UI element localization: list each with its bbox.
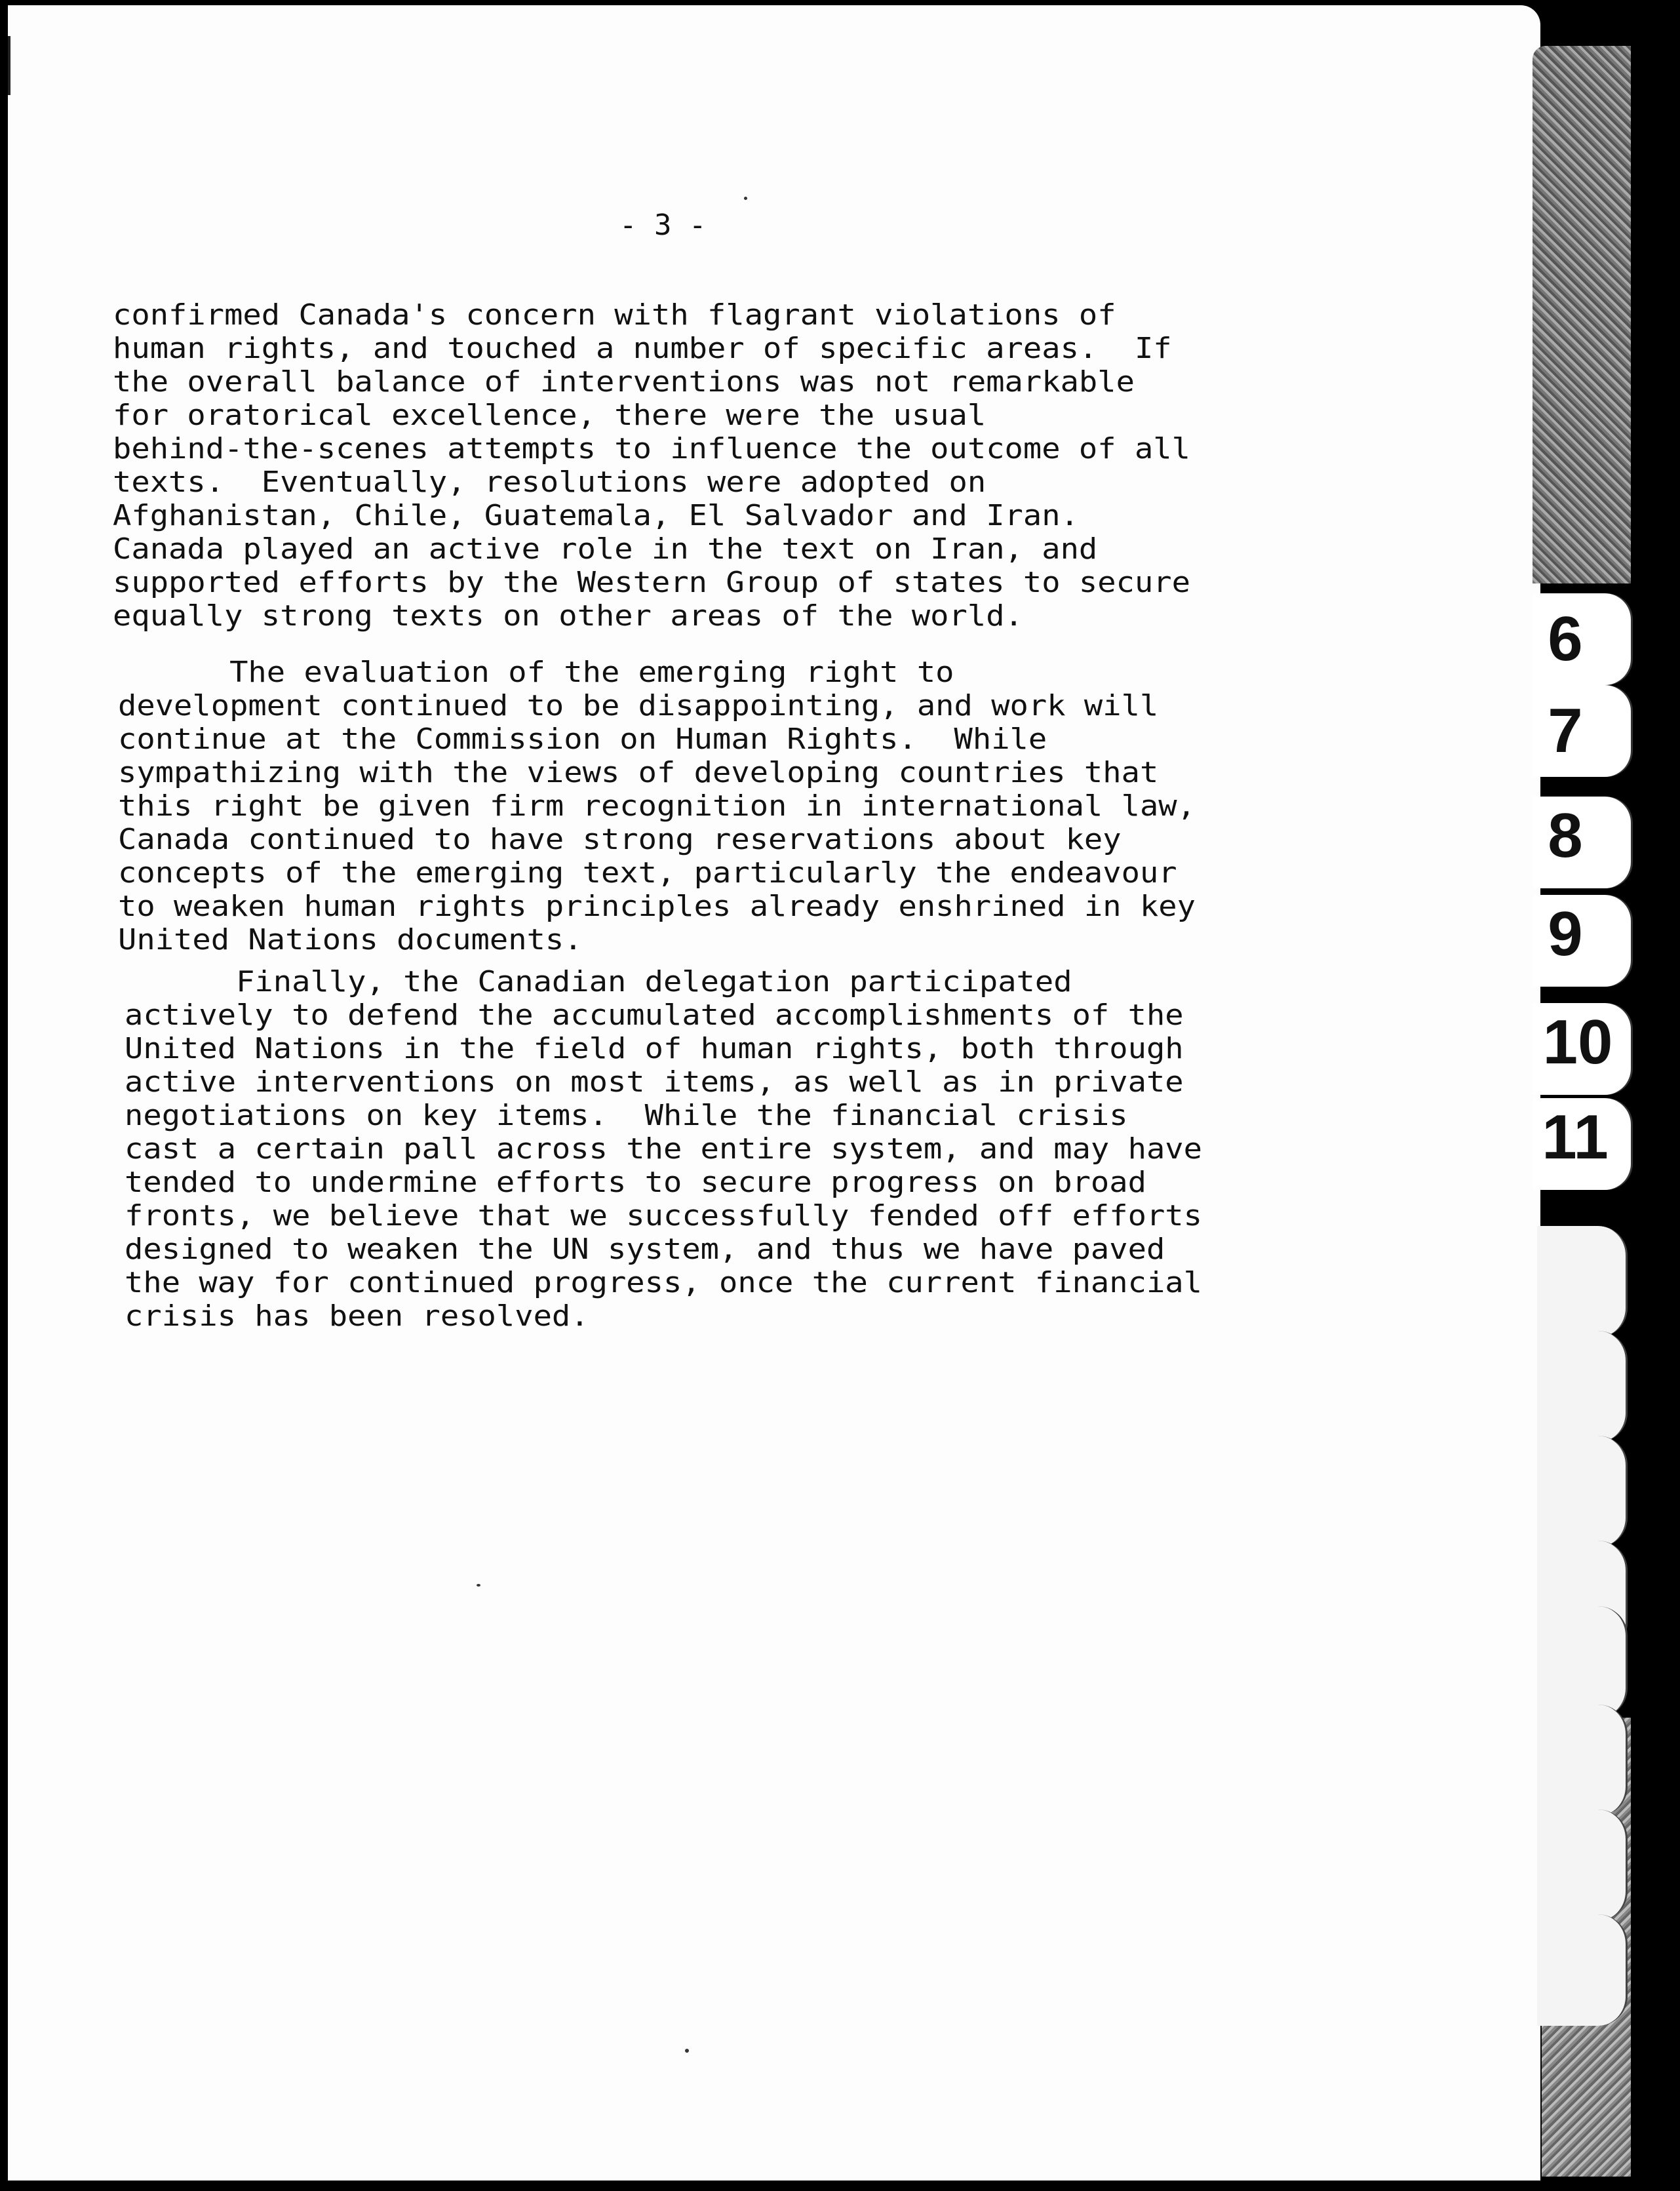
text-line: development continued to be disappointing, and work will [118,689,1159,722]
text-line: this right be given firm recognition in international law, [118,789,1196,823]
blank-index-tab[interactable] [1537,1606,1628,1718]
tab-label-8: 8 [1548,800,1583,871]
text-line: concepts of the emerging text, particularly the endeavour [118,856,1177,890]
text-line: the overall balance of interventions was not remarkable [113,365,1135,399]
text-line: designed to weaken the UN system, and thus we have paved [125,1233,1165,1266]
tab-label-10: 10 [1542,1007,1613,1077]
blank-index-tab[interactable] [1537,1705,1628,1816]
text-line: texts. Eventually, resolutions were adopted on [113,465,987,499]
text-line: Canada continued to have strong reservations about key [118,823,1122,856]
text-line: the way for continued progress, once the current financial [125,1266,1202,1299]
scan-speck [685,2049,689,2053]
index-tab-7[interactable] [1533,685,1631,777]
text-line: crisis has been resolved. [125,1299,589,1333]
blank-index-tab[interactable] [1537,1809,1628,1921]
text-line: human rights, and touched a number of specific areas. If [113,332,1172,365]
scan-speck [744,197,747,200]
text-line: Finally, the Canadian delegation participated [125,965,1072,998]
text-line: fronts, we believe that we successfully fended off efforts [125,1199,1202,1233]
tab-label-9: 9 [1548,899,1583,969]
index-tab-11[interactable] [1533,1098,1631,1190]
text-line: Canada played an active role in the text on Iran, and [113,532,1098,566]
text-line: cast a certain pall across the entire system, and may have [125,1132,1202,1166]
text-line: United Nations in the field of human rights, both through [125,1032,1184,1065]
scan-speck [477,1584,480,1587]
text-line: behind-the-scenes attempts to influence the outcome of all [113,432,1190,465]
text-line: The evaluation of the emerging right to [118,656,954,689]
page-number: - 3 - [619,208,707,242]
text-line: equally strong texts on other areas of the world. [113,599,1023,633]
blank-index-tab[interactable] [1537,1436,1628,1547]
text-line: active interventions on most items, as well as in private [125,1065,1184,1099]
blank-index-tab[interactable] [1537,1226,1628,1337]
paragraph-1 [113,298,1190,633]
text-line: Afghanistan, Chile, Guatemala, El Salvador and Iran. [113,499,1079,532]
text-line: negotiations on key items. While the financial crisis [125,1099,1128,1132]
text-line: continue at the Commission on Human Rights. While [118,722,1047,756]
scan-edge-mark [8,36,10,95]
index-tab-8[interactable] [1533,797,1631,888]
blank-index-tab[interactable] [1537,1331,1628,1442]
tab-label-6: 6 [1548,604,1583,674]
index-tab-6[interactable] [1533,593,1631,685]
index-tab-9[interactable] [1533,895,1631,987]
text-line: for oratorical excellence, there were the usual [113,399,987,432]
tab-label-11: 11 [1542,1102,1609,1172]
paragraph-2 [118,656,1196,957]
text-line: tended to undermine efforts to secure progress on broad [125,1166,1146,1199]
paragraph-3 [125,965,1202,1333]
text-line: sympathizing with the views of developing countries that [118,756,1159,789]
text-line: supported efforts by the Western Group of states to secure [113,566,1190,599]
tab-label-7: 7 [1548,696,1583,766]
text-line: United Nations documents. [118,923,583,957]
tab-strip-upper [1533,46,1631,583]
index-tab-10[interactable] [1533,1003,1631,1095]
text-line: confirmed Canada's concern with flagrant violations of [113,298,1116,332]
blank-index-tab[interactable] [1537,1914,1628,2026]
text-line: actively to defend the accumulated accomplishments of the [125,998,1184,1032]
text-line: to weaken human rights principles already enshrined in key [118,890,1196,923]
